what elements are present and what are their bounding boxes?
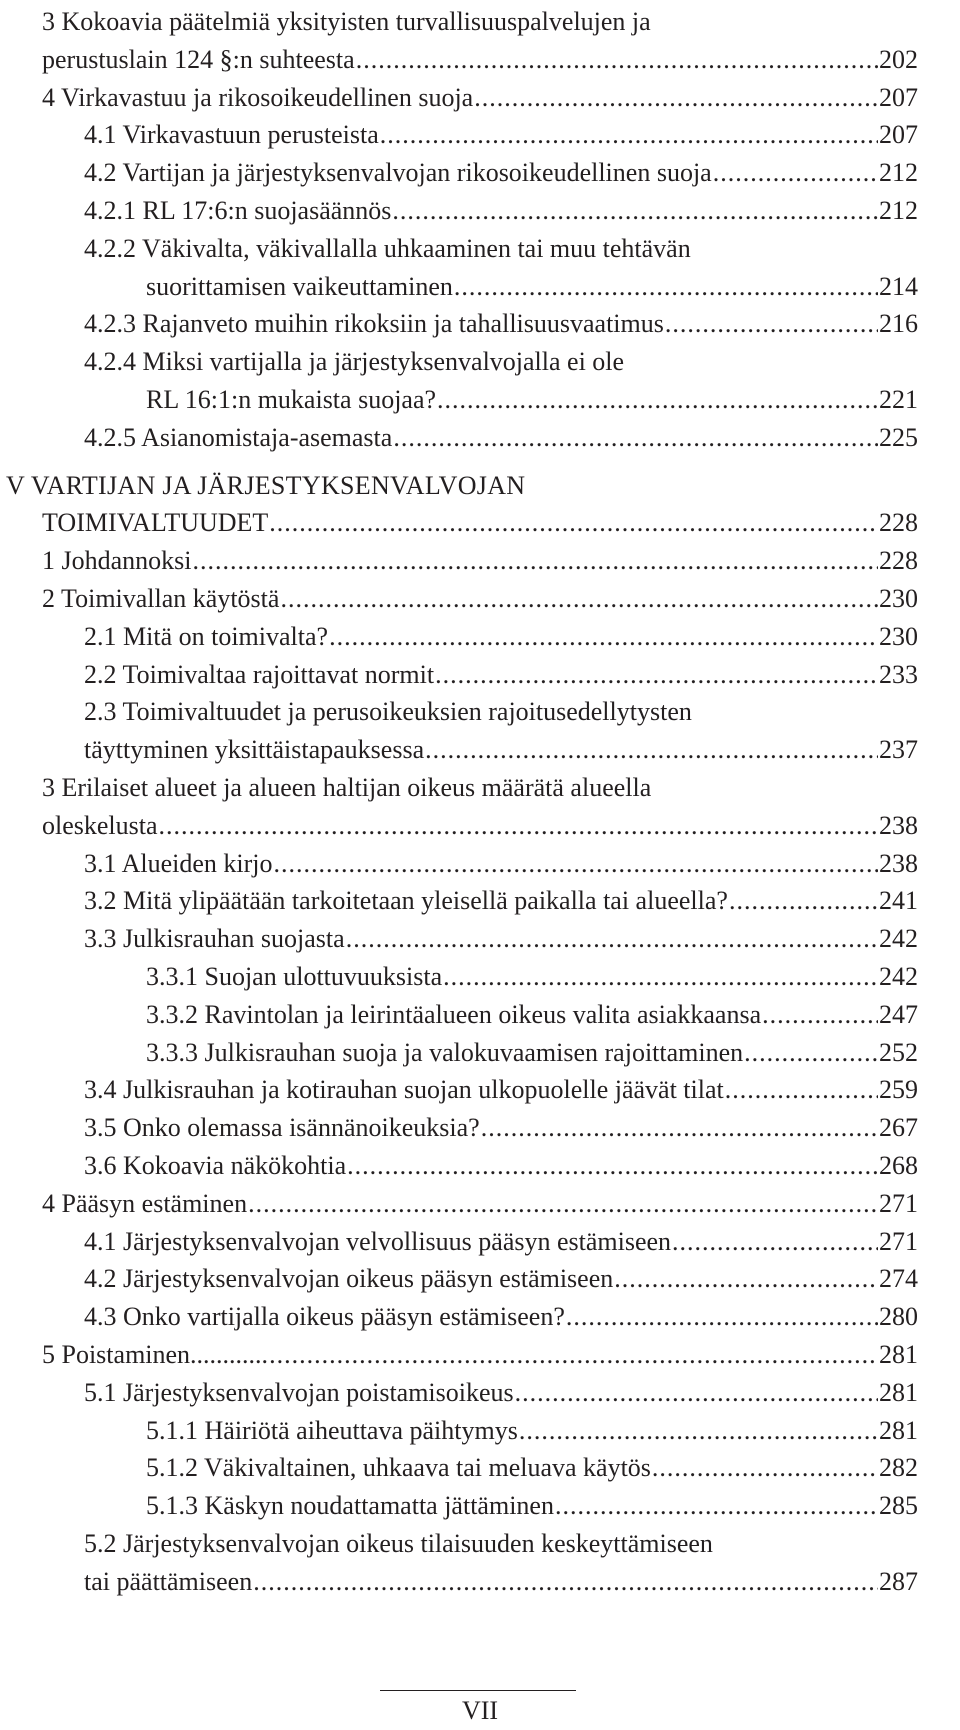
toc-entry-title: 5.1.3 Käskyn noudattamatta jättäminen [146,1491,554,1520]
toc-page-number: 233 [879,660,918,689]
toc-entry-title: 5.1 Järjestyksenvalvojan poistamisoikeus [84,1378,514,1407]
dot-leader [393,420,878,456]
toc-page-number: 247 [879,1000,918,1029]
toc-entry-title: 5 Poistaminen............ [42,1340,269,1369]
toc-page-number: 242 [879,962,918,991]
dot-leader [159,808,878,844]
toc-page-number: 274 [879,1264,918,1293]
toc-page-number: 237 [879,735,918,764]
toc-entry [84,846,918,882]
toc-entry-title: 2.3 Toimivaltuudet ja perusoikeuksien rajoitusedellytysten [84,697,692,726]
toc-entry [146,1413,918,1449]
toc-page-number: 221 [879,385,918,414]
toc-entry-wrap [84,694,692,730]
toc-page-number: 230 [879,622,918,651]
toc-entry-title: 4.2.1 RL 17:6:n suojasäännös [84,196,392,225]
dot-leader [329,619,878,655]
toc-page-number: 202 [879,45,918,74]
toc-entry [84,657,918,693]
toc-page-number: 207 [879,83,918,112]
toc-entry [84,155,918,191]
toc-entry-title: V VARTIJAN JA JÄRJESTYKSENVALVOJAN [6,471,526,500]
toc-page-number: 230 [879,584,918,613]
dot-leader [253,1564,878,1600]
toc-entry-title: 3.6 Kokoavia näkökohtia [84,1151,347,1180]
toc-entry-title: 4 Pääsyn estäminen [42,1189,248,1218]
dot-leader [380,117,878,153]
toc-page-number: 228 [879,546,918,575]
toc-entry [84,619,918,655]
toc-page-number: 267 [879,1113,918,1142]
dot-leader [269,1337,878,1373]
toc-page-number: 241 [879,886,918,915]
toc-entry [42,581,918,617]
dot-leader [762,997,878,1033]
dot-leader [614,1261,878,1297]
toc-entry [84,306,918,342]
toc-entry-title: 2.2 Toimivaltaa rajoittavat normit [84,660,435,689]
toc-entry-title: 2.1 Mitä on toimivalta? [84,622,329,651]
toc-entry [146,997,918,1033]
toc-entry-title: 4.2.3 Rajanveto muihin rikoksiin ja tahallisuusvaatimus [84,309,664,338]
toc-page-number: 252 [879,1038,918,1067]
toc-entry [42,42,918,78]
dot-leader [347,1148,878,1184]
toc-entry [146,269,918,305]
toc-entry-title: 5.2 Järjestyksenvalvojan oikeus tilaisuuden keskeyttämiseen [84,1529,713,1558]
dot-leader [356,42,878,78]
toc-entry [84,921,918,957]
dot-leader [454,269,878,305]
dot-leader [555,1488,878,1524]
toc-entry [42,1337,918,1373]
toc-page-number: 214 [879,272,918,301]
toc-entry-title: 5.1.2 Väkivaltainen, uhkaava tai meluava käytös [146,1453,651,1482]
toc-entry-title: 5.1.1 Häiriötä aiheuttava päihtymys [146,1416,518,1445]
toc-page-number: 238 [879,811,918,840]
toc-entry [84,1224,918,1260]
toc-page-number: 287 [879,1567,918,1596]
dot-leader [744,1035,878,1071]
dot-leader [443,959,878,995]
toc-entry-title: 3.3.2 Ravintolan ja leirintäalueen oikeus valita asiakkaansa [146,1000,762,1029]
toc-entry-title: RL 16:1:n mukaista suojaa? [146,385,437,414]
dot-leader [392,193,878,229]
dot-leader [713,155,878,191]
dot-leader [437,382,878,418]
toc-entry [84,420,918,456]
toc-entry [84,732,918,768]
toc-entry [84,1072,918,1108]
toc-entry [84,1261,918,1297]
toc-page-number: 285 [879,1491,918,1520]
toc-entry-wrap [84,231,691,267]
toc-page-number: 268 [879,1151,918,1180]
page-number: VII [461,1696,499,1725]
footer-rule [380,1690,576,1691]
toc-entry-title: 3.5 Onko olemassa isännänoikeuksia? [84,1113,480,1142]
toc-entry [42,1186,918,1222]
toc-entry-title: 4.3 Onko vartijalla oikeus pääsyn estämiseen? [84,1302,565,1331]
dot-leader [515,1375,878,1411]
toc-entry [84,1375,918,1411]
dot-leader [672,1224,878,1260]
toc-page-number: 281 [879,1416,918,1445]
toc-entry-title: 3 Kokoavia päätelmiä yksityisten turvallisuuspalvelujen ja [42,7,651,36]
dot-leader [652,1450,878,1486]
toc-page-number: 242 [879,924,918,953]
toc-entry-title: 3.4 Julkisrauhan ja kotirauhan suojan ulkopuolelle jäävät tilat [84,1075,724,1104]
toc-entry-title: oleskelusta [42,811,158,840]
toc-entry [84,1299,918,1335]
toc-entry [42,505,918,541]
dot-leader [435,657,878,693]
dot-leader [474,80,878,116]
toc-entry-title: 3.3.3 Julkisrauhan suoja ja valokuvaamisen rajoittaminen [146,1038,744,1067]
dot-leader [193,543,879,579]
toc-entry [42,543,918,579]
toc-entry [84,193,918,229]
toc-entry-title: perustuslain 124 §:n suhteesta [42,45,355,74]
toc-entry [146,1450,918,1486]
toc-page-number: 281 [879,1378,918,1407]
dot-leader [346,921,878,957]
toc-part-heading [6,468,525,504]
toc-entry-title: 4.2.5 Asianomistaja-asemasta [84,423,393,452]
dot-leader [566,1299,878,1335]
toc-entry-title: 4.2.4 Miksi vartijalla ja järjestyksenvalvojalla ei ole [84,347,625,376]
toc-entry-title: 3 Erilaiset alueet ja alueen haltijan oikeus määrätä alueella [42,773,652,802]
toc-entry [84,117,918,153]
toc-entry-title: 4.2 Järjestyksenvalvojan oikeus pääsyn estämiseen [84,1264,614,1293]
toc-page-number: 228 [879,508,918,537]
toc-entry [146,382,918,418]
toc-entry [42,80,918,116]
toc-entry [42,808,918,844]
toc-entry-title: 4.1 Virkavastuun perusteista [84,120,379,149]
toc-page-number: 225 [879,423,918,452]
dot-leader [273,846,878,882]
toc-entry [84,883,918,919]
toc-page-number: 259 [879,1075,918,1104]
toc-entry-title: 4.2.2 Väkivalta, väkivallalla uhkaaminen tai muu tehtävän [84,234,691,263]
dot-leader [665,306,878,342]
toc-entry-title: täyttyminen yksittäistapauksessa [84,735,425,764]
toc-entry-title: 3.3.1 Suojan ulottuvuuksista [146,962,443,991]
toc-entry [84,1110,918,1146]
toc-page-number: 216 [879,309,918,338]
toc-entry [146,1488,918,1524]
toc-entry [84,1564,918,1600]
toc-entry-wrap [42,4,651,40]
toc-entry-title: suorittamisen vaikeuttaminen [146,272,453,301]
toc-page-number: 271 [879,1189,918,1218]
toc-entry-wrap [84,344,624,380]
toc-entry-wrap [84,1526,713,1562]
toc-page-number: 238 [879,849,918,878]
toc-entry-title: 4.2 Vartijan ja järjestyksenvalvojan rikosoikeudellinen suoja [84,158,712,187]
toc-entry-title: TOIMIVALTUUDET [42,508,269,537]
dot-leader [425,732,878,768]
toc-entry-wrap [42,770,651,806]
toc-entry-title: 3.3 Julkisrauhan suojasta [84,924,345,953]
toc-entry-title: 4.1 Järjestyksenvalvojan velvollisuus pääsyn estämiseen [84,1227,672,1256]
toc-page-number: 212 [879,158,918,187]
toc-page-number: 212 [879,196,918,225]
toc-entry-title: 2 Toimivallan käytöstä [42,584,280,613]
dot-leader [280,581,878,617]
toc-page-number: 207 [879,120,918,149]
toc-entry [146,1035,918,1071]
toc-entry-title: 4 Virkavastuu ja rikosoikeudellinen suoja [42,83,474,112]
dot-leader [519,1413,878,1449]
toc-page-number: 282 [879,1453,918,1482]
toc-entry-title: 3.2 Mitä ylipäätään tarkoitetaan yleisellä paikalla tai alueella? [84,886,728,915]
dot-leader [725,1072,878,1108]
toc-entry-title: tai päättämiseen [84,1567,253,1596]
toc-entry-title: 3.1 Alueiden kirjo [84,849,273,878]
toc-page-number: 281 [879,1340,918,1369]
dot-leader [248,1186,878,1222]
toc-page-number: 271 [879,1227,918,1256]
dot-leader [481,1110,878,1146]
toc-entry [146,959,918,995]
toc-entry [84,1148,918,1184]
dot-leader [729,883,878,919]
toc-page-number: 280 [879,1302,918,1331]
dot-leader [269,505,878,541]
toc-entry-title: 1 Johdannoksi [42,546,192,575]
